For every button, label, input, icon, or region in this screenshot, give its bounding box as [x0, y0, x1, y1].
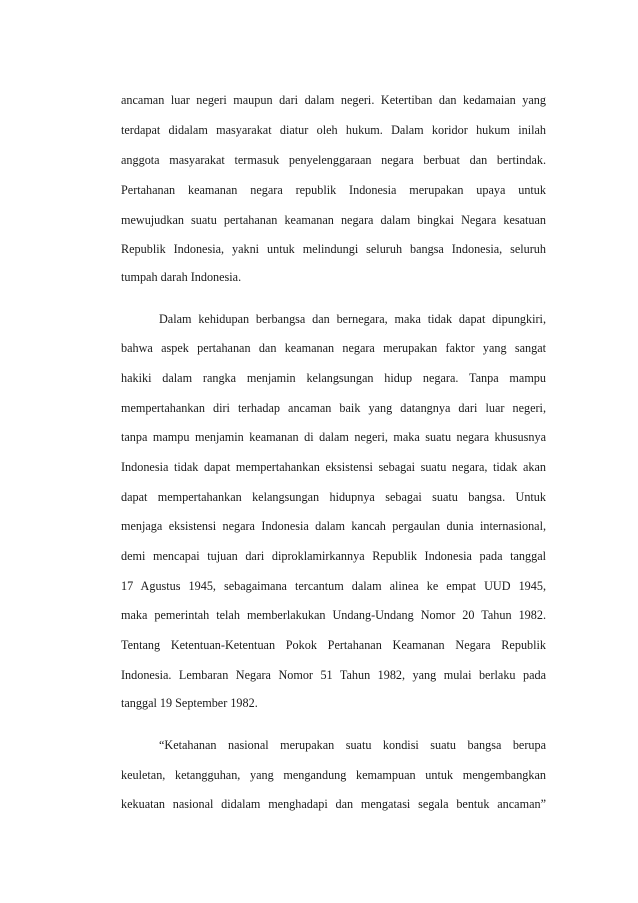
- text-line: Republik Indonesia, yakni untuk melindungi seluruh bangsa Indonesia, seluruh: [121, 242, 546, 256]
- text-line: maka pemerintah telah memberlakukan Undang-Undang Nomor 20 Tahun 1982.: [121, 608, 546, 622]
- text-line: tumpah darah Indonesia.: [121, 270, 242, 284]
- text-line: ancaman luar negeri maupun dari dalam negeri. Ketertiban dan kedamaian yang: [121, 93, 546, 107]
- text-line: Dalam kehidupan berbangsa dan bernegara, maka tidak dapat dipungkiri,: [159, 312, 546, 326]
- text-line: dapat mempertahankan kelangsungan hidupnya sebagai suatu bangsa. Untuk: [121, 490, 546, 504]
- text-line: Indonesia tidak dapat mempertahankan eksistensi sebagai suatu negara, tidak akan: [121, 460, 546, 474]
- text-line: anggota masyarakat termasuk penyelenggaraan negara berbuat dan bertindak.: [121, 153, 546, 167]
- text-line: Indonesia. Lembaran Negara Nomor 51 Tahun 1982, yang mulai berlaku pada: [121, 668, 546, 682]
- text-line: “Ketahanan nasional merupakan suatu kondisi suatu bangsa berupa: [159, 738, 546, 752]
- text-line: Tentang Ketentuan-Ketentuan Pokok Pertahanan Keamanan Negara Republik: [121, 638, 546, 652]
- text-line: demi mencapai tujuan dari diproklamirkannya Republik Indonesia pada tanggal: [121, 549, 546, 563]
- text-line: tanpa mampu menjamin keamanan di dalam negeri, maka suatu negara khususnya: [121, 430, 546, 444]
- text-line: mempertahankan diri terhadap ancaman baik yang datangnya dari luar negeri,: [121, 401, 546, 415]
- text-line: kekuatan nasional didalam menghadapi dan mengatasi segala bentuk ancaman”: [121, 797, 546, 811]
- text-line: 17 Agustus 1945, sebagaimana tercantum dalam alinea ke empat UUD 1945,: [121, 579, 546, 593]
- text-line: tanggal 19 September 1982.: [121, 696, 258, 710]
- text-line: keuletan, ketangguhan, yang mengandung kemampuan untuk mengembangkan: [121, 768, 546, 782]
- text-line: menjaga eksistensi negara Indonesia dalam kancah pergaulan dunia internasional,: [121, 519, 546, 533]
- text-line: mewujudkan suatu pertahanan keamanan negara dalam bingkai Negara kesatuan: [121, 213, 546, 227]
- text-line: Pertahanan keamanan negara republik Indonesia merupakan upaya untuk: [121, 183, 546, 197]
- text-line: terdapat didalam masyarakat diatur oleh hukum. Dalam koridor hukum inilah: [121, 123, 546, 137]
- text-line: hakiki dalam rangka menjamin kelangsungan hidup negara. Tanpa mampu: [121, 371, 546, 385]
- text-line: bahwa aspek pertahanan dan keamanan negara merupakan faktor yang sangat: [121, 341, 546, 355]
